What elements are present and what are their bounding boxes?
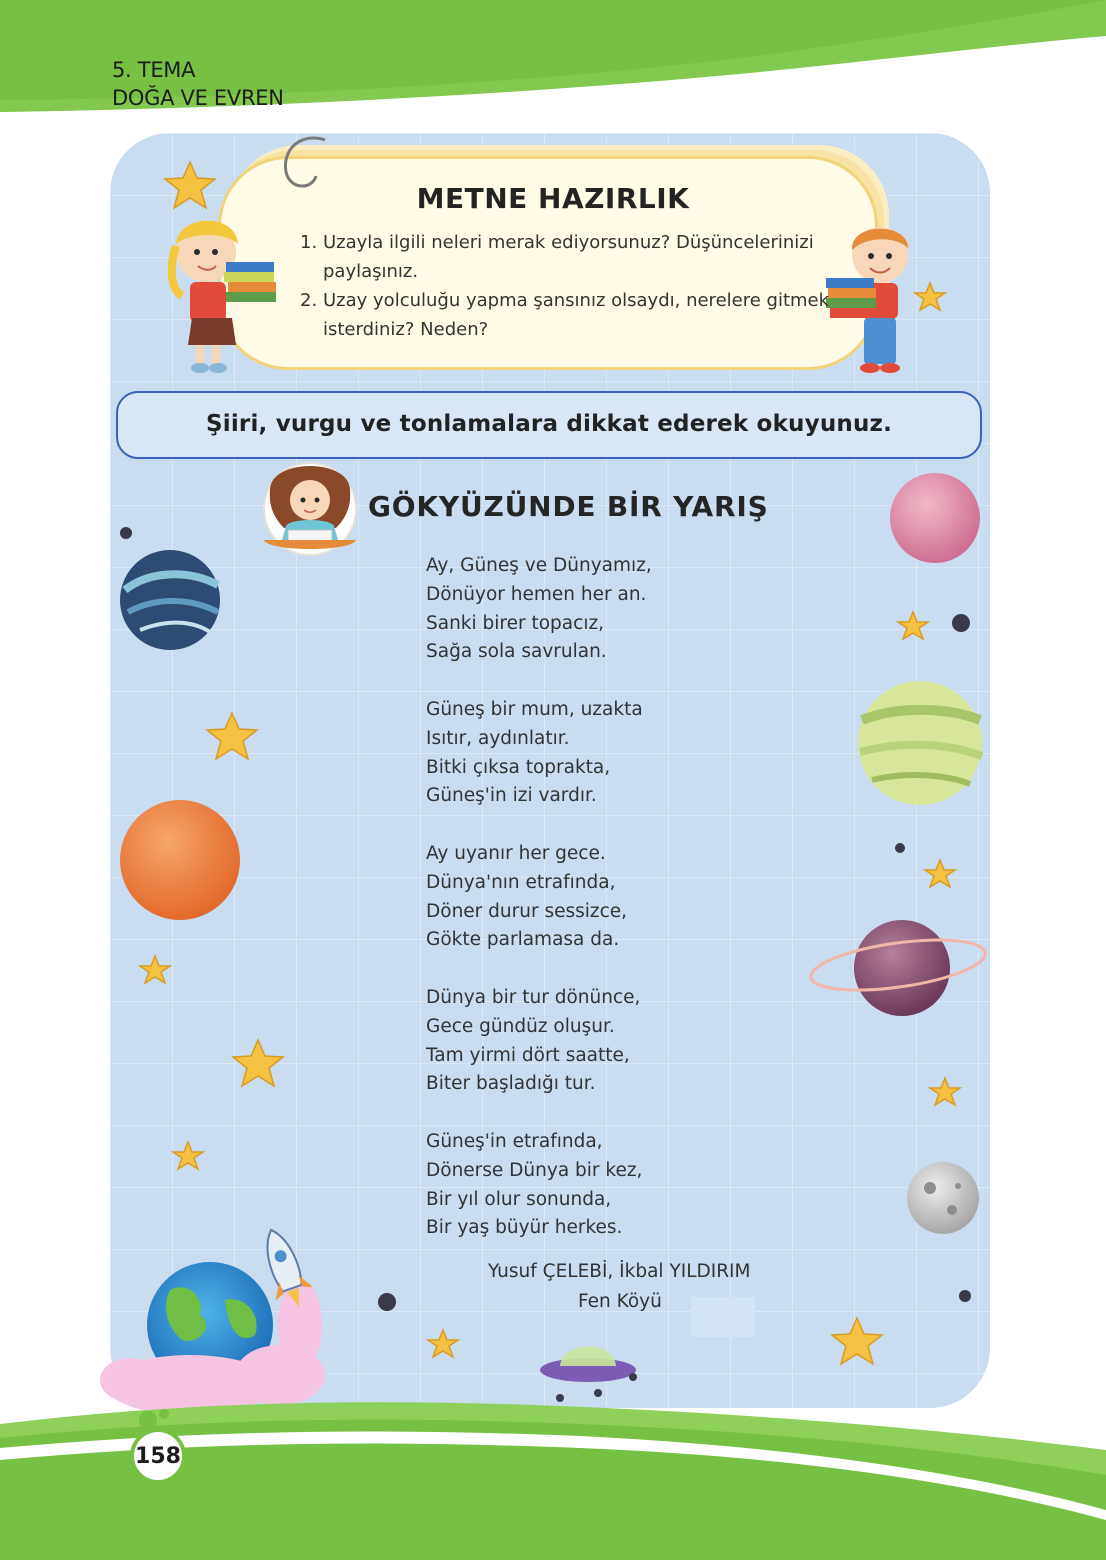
poem-line: Gökte parlamasa da.: [426, 929, 620, 951]
poem-line: Dönüyor hemen her an.: [426, 583, 647, 605]
poem-line: Dünya'nın etrafında,: [426, 871, 616, 893]
instruction-text: Şiiri, vurgu ve tonlamalara dikkat ederek okuyunuz.: [206, 411, 893, 437]
question-number: 2.: [300, 290, 318, 311]
poem-line: Bir yıl olur sonunda,: [426, 1188, 612, 1210]
poem-title: GÖKYÜZÜNDE BİR YARIŞ: [368, 490, 769, 523]
page-badge-bubble: [159, 1409, 169, 1419]
poem-source: Fen Köyü: [578, 1291, 662, 1312]
poem-line: Bir yaş büyür herkes.: [426, 1217, 623, 1239]
prep-title: METNE HAZIRLIK: [416, 182, 690, 215]
poem-line: Döner durur sessizce,: [426, 900, 628, 922]
poem-line: Sağa sola savrulan.: [426, 641, 607, 663]
poem-line: Dünya bir tur dönünce,: [426, 986, 641, 1008]
poem-authors: Yusuf ÇELEBİ, İkbal YILDIRIM: [488, 1261, 751, 1282]
page-number: 158: [130, 1428, 186, 1484]
poem-line: Biter başladığı tur.: [426, 1073, 596, 1095]
question-text: Uzayla ilgili neleri merak ediyorsunuz? Düşüncelerinizi paylaşınız.: [323, 232, 814, 282]
question-number: 1.: [300, 232, 318, 253]
poem-line: Güneş bir mum, uzakta: [426, 698, 643, 720]
poem-line: Güneş'in izi vardır.: [426, 785, 597, 807]
poem-line: Sanki birer topacız,: [426, 612, 605, 634]
theme-number: 5. TEMA: [112, 58, 196, 82]
poem-line: Dönerse Dünya bir kez,: [426, 1159, 643, 1181]
question-text: Uzay yolculuğu yapma şansınız olsaydı, nerelere gitmek isterdiniz? Neden?: [323, 290, 830, 340]
poem-line: Güneş'in etrafında,: [426, 1130, 603, 1152]
poem-line: Gece gündüz oluşur.: [426, 1015, 615, 1037]
poem-line: Ay uyanır her gece.: [426, 842, 606, 864]
poem-line: Isıtır, aydınlatır.: [426, 727, 570, 749]
poem-line: Bitki çıksa toprakta,: [426, 756, 611, 778]
page-badge-bubble: [139, 1411, 157, 1429]
theme-name: DOĞA VE EVREN: [112, 86, 284, 110]
poem-line: Ay, Güneş ve Dünyamız,: [426, 555, 652, 576]
poem-line: Tam yirmi dört saatte,: [426, 1044, 630, 1066]
